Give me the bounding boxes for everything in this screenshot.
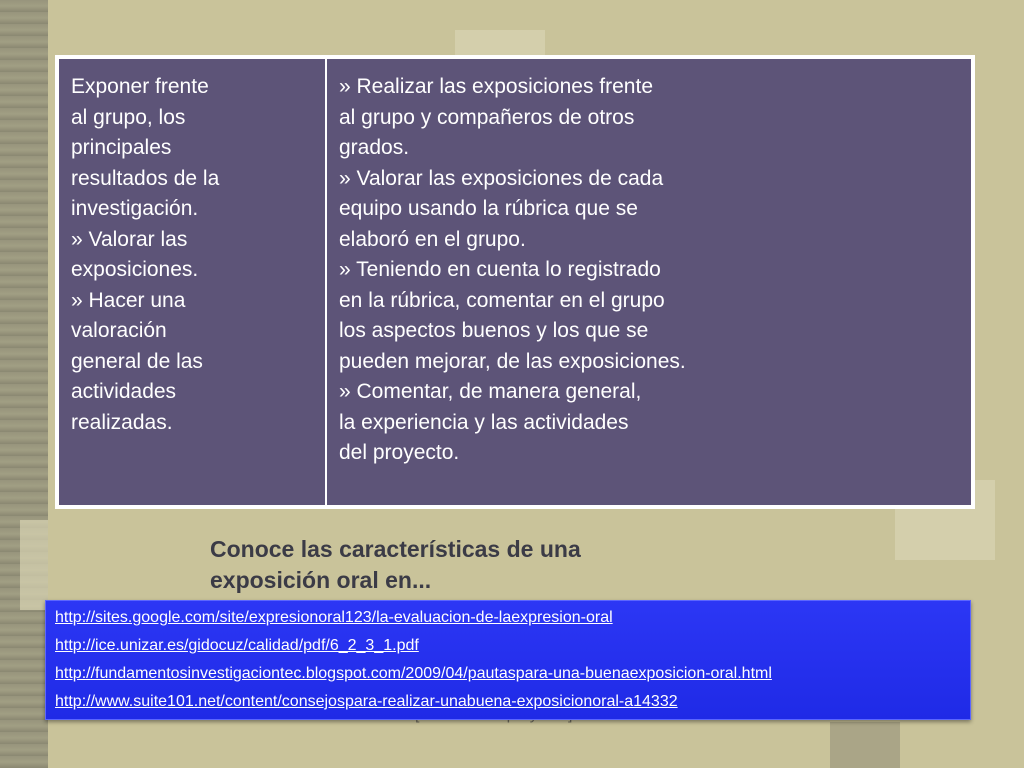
cell-line: exposiciones. (71, 258, 199, 281)
cell-line: actividades (71, 380, 177, 403)
cell-line: » Teniendo en cuenta lo registrado (339, 258, 661, 281)
cell-line: equipo usando la rúbrica que se (339, 197, 638, 220)
cell-line: realizadas. (71, 410, 173, 434)
table-cell-left (58, 58, 326, 506)
cell-line: principales (71, 136, 172, 159)
cell-line: del proyecto. (339, 441, 460, 464)
cell-line: valoración (71, 319, 167, 342)
cell-line: pueden mejorar, de las exposiciones. (339, 349, 686, 373)
reference-link[interactable]: http://www.suite101.net/content/consejospara-realizar-unabuena-exposicionoral-a14332 (55, 693, 678, 710)
cell-line: investigación. (71, 197, 199, 220)
background-stripe (0, 0, 48, 768)
cell-line: Exponer frente (71, 75, 209, 98)
cell-line: » Realizar las exposiciones frente (339, 75, 653, 98)
background-block (455, 30, 545, 60)
cell-line: en la rúbrica, comentar en el grupo (339, 288, 665, 312)
reference-link[interactable]: http://ice.unizar.es/gidocuz/calidad/pdf/6_2_3_1.pdf (55, 637, 419, 654)
content-table (57, 57, 973, 507)
reference-link[interactable]: http://sites.google.com/site/expresionoral123/la-evaluacion-de-laexpresion-oral (55, 609, 613, 626)
cell-line: grados. (339, 136, 410, 159)
reference-link[interactable]: http://fundamentosinvestigaciontec.blogspot.com/2009/04/pautaspara-una-buenaexposicion-oral.html (55, 665, 772, 682)
cell-line: al grupo, los (71, 105, 186, 129)
table-cell-right (326, 58, 972, 506)
cell-line: » Valorar las exposiciones de cada (339, 166, 664, 190)
cell-line: elaboró en el grupo. (339, 227, 526, 251)
background-block (20, 520, 48, 610)
links-box (45, 600, 971, 720)
section-heading (210, 534, 581, 596)
cell-line: al grupo y compañeros de otros (339, 105, 635, 129)
heading-line: Conoce las características de una (210, 536, 581, 562)
cell-line: » Valorar las (71, 227, 188, 251)
cell-line: » Comentar, de manera general, (339, 380, 642, 403)
cell-line: los aspectos buenos y los que se (339, 319, 649, 342)
background-block (830, 722, 900, 768)
cell-line: » Hacer una (71, 288, 186, 312)
cell-line: general de las (71, 349, 203, 373)
heading-line: exposición oral en... (210, 567, 432, 593)
table-row (58, 58, 972, 506)
cell-line: resultados de la (71, 166, 220, 190)
cell-line: la experiencia y las actividades (339, 410, 629, 434)
